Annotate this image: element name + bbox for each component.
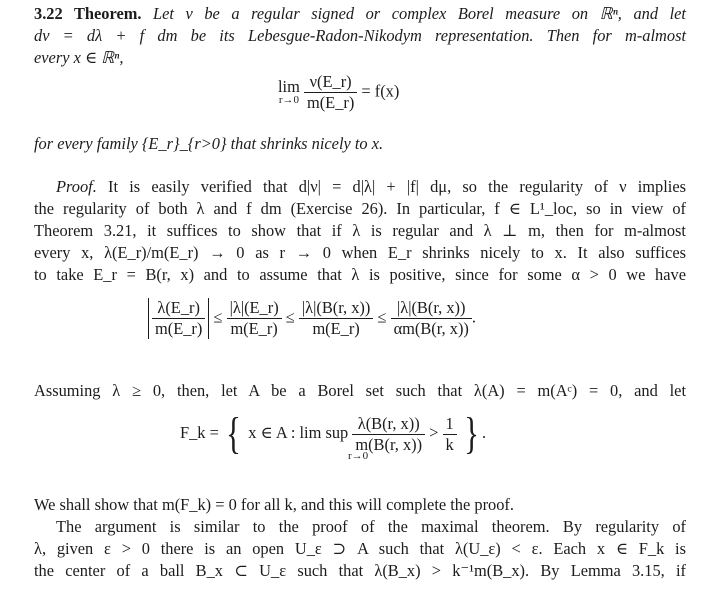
ratio-2: $\frac{|\lambda|(E\_r)}{m(E\_r)}$ (227, 298, 282, 339)
proof-label: Proof. (56, 177, 97, 196)
proof-line-2: the regularity of both λ and f dm (Exercise 26). In particular, f ∈ L¹_loc, so in view of (34, 199, 686, 218)
fk-ratio: $\frac{\lambda(B(r, x))}{m(B(r, x))}$ (352, 414, 425, 455)
theorem-line-3: every x ∈ ℝⁿ, (34, 48, 124, 67)
theorem-line-2: dν = dλ + f dm be its Lebesgue-Radon-Nikodym representation. Then for m-almost (34, 26, 686, 45)
formula-rhs: = f(x) (361, 81, 400, 101)
ratio-3: $\frac{|\lambda|(B(r, x))}{m(E\_r)}$ (299, 298, 373, 339)
theorem-label: 3.22 Theorem. (34, 4, 142, 23)
proof-line-7: We shall show that m(F_k) = 0 for all k, and this will complete the proof. (34, 495, 514, 514)
right-brace: } (464, 409, 479, 458)
theorem-line-1 (34, 3, 686, 25)
ratio-fraction: $\frac{\nu(E\_r)}{m(E\_r)}$ (304, 72, 357, 113)
proof-line-8: The argument is similar to the proof of the maximal theorem. By regularity of (56, 517, 686, 536)
proof-line-9: λ, given ε > 0 there is an open U_ε ⊃ A such that λ(U_ε) < ε. Each x ∈ F_k is (34, 539, 686, 558)
fk-definition: F_k = { x ∈ A : lim sup $\frac{\lambda(B(r, x))}{m(B(r, x))}$ > $\frac{1}{k}$ } . r→0 (180, 409, 487, 462)
theorem-text: Let ν be a regular signed or complex Borel measure on ℝⁿ, and let (153, 4, 686, 23)
proof-line-4: every x, λ(E_r)/m(E_r) → 0 as r → 0 when E_r shrinks nicely to x. It also suffices (34, 243, 686, 262)
one-over-k: $\frac{1}{k}$ (443, 414, 457, 455)
proof-line-1: Proof. It is easily verified that d|ν| = d|λ| + |f| dμ, so the regularity of ν implies (56, 177, 686, 196)
abs-ratio: $\frac{\lambda(E\_r)}{m(E\_r)}$ (148, 298, 209, 339)
proof-line-5: to take E_r = B(r, x) and to assume that λ is positive, since for some α > 0 we have (34, 265, 686, 284)
theorem-line-4: for every family {E_r}_{r>0} that shrinks nicely to x. (34, 134, 384, 153)
proof-line-3: Theorem 3.21, it suffices to show that if λ is regular and λ ⊥ m, then for m-almost (34, 221, 686, 240)
limit-operator: lim r→0 (278, 76, 300, 106)
limsup-subscript: r→0 (348, 450, 369, 462)
proof-line-10: the center of a ball B_x ⊂ U_ε such that λ(B_x) > k⁻¹m(B_x). By Lemma 3.15, if (34, 561, 686, 580)
proof-line-6: Assuming λ ≥ 0, then, let A be a Borel set such that λ(A) = m(Aᶜ) = 0, and let (34, 381, 686, 400)
ratio-4: $\frac{|\lambda|(B(r, x))}{\alpha m(B(r, x))}$ (391, 298, 472, 339)
theorem-formula (278, 72, 399, 113)
left-brace: { (226, 409, 241, 458)
inequality-chain: $\frac{\lambda(E\_r)}{m(E\_r)}$ ≤ $\frac{|\lambda|(E\_r)}{m(E\_r)}$ ≤ $\frac{|\lambda|(B(r, x))}{m(E\_r)}$ ≤ $\frac{|\lambda|(B(r, x))}{\alpha m(B(r, x))}$ . (148, 298, 476, 339)
